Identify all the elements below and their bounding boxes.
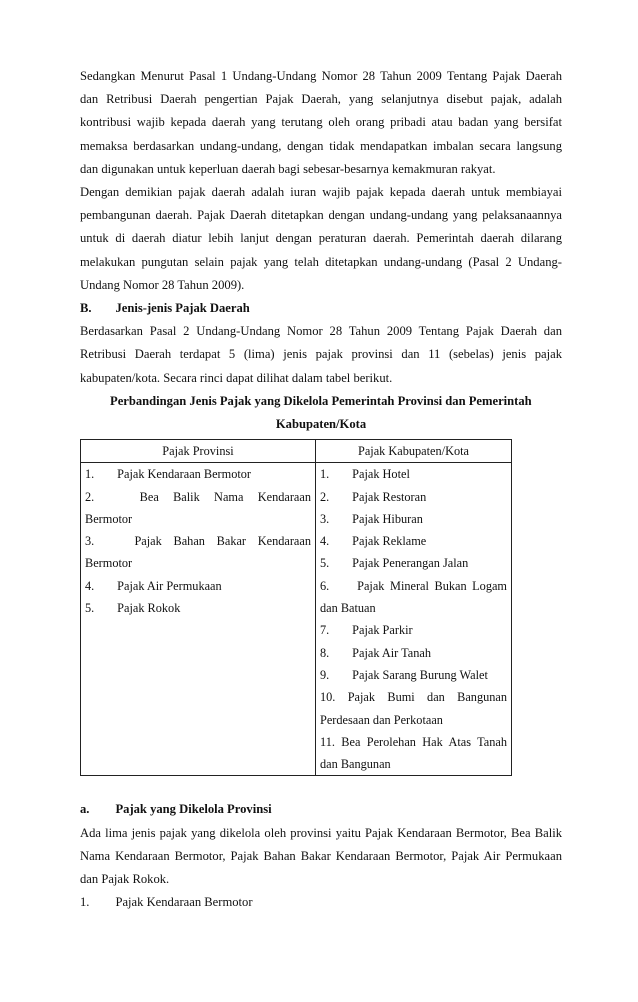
- list-item: [320, 731, 507, 753]
- list-text: Pajak Sarang Burung Walet: [352, 667, 488, 682]
- list-text: Bea Balik Nama Kendaraan: [139, 489, 311, 504]
- list-text: Pajak Rokok: [117, 601, 181, 616]
- list-item-continuation: Bermotor: [85, 556, 133, 571]
- text-line: untuk di daerah diatur lebih lanjut dengan peraturan daerah. Pemerintah daerah dilarang: [80, 231, 562, 246]
- list-item: [85, 575, 311, 597]
- text-line: melakukan pungutan selain pajak yang telah ditetapkan undang-undang (Pasal 2 Undang-: [80, 254, 562, 269]
- paragraph-prohibition: [80, 181, 562, 297]
- section-title: Pajak yang Dikelola Provinsi: [115, 802, 272, 817]
- list-text: Pajak Mineral Bukan Logam: [357, 578, 507, 593]
- list-text: Pajak Air Permukaan: [117, 578, 222, 593]
- numbered-item: [80, 891, 562, 914]
- list-number: 3.: [320, 511, 330, 526]
- section-heading-a: [80, 798, 562, 821]
- list-item: [320, 463, 507, 485]
- provinsi-tax-list: [81, 463, 316, 776]
- section-title: Jenis-jenis Pajak Daerah: [115, 301, 250, 316]
- text-line: Retribusi Daerah terdapat 5 (lima) jenis pajak provinsi dan 11 (sebelas) jenis pajak: [80, 347, 562, 362]
- spacer: [80, 776, 562, 798]
- list-text: Pajak Parkir: [352, 623, 413, 638]
- list-item-continuation: Perdesaan dan Perkotaan: [320, 712, 443, 727]
- list-item: [320, 508, 507, 530]
- list-text: Pajak Hotel: [352, 467, 410, 482]
- list-item: [85, 597, 311, 619]
- list-item: [85, 463, 311, 485]
- text-line: Berdasarkan Pasal 2 Undang-Undang Nomor 28 Tahun 2009 Tentang Pajak Daerah dan: [80, 324, 562, 339]
- text-line: Sedangkan Menurut Pasal 1 Undang-Undang Nomor 28 Tahun 2009 Tentang Pajak Daerah: [80, 69, 562, 83]
- list-text: Pajak Hiburan: [352, 511, 423, 526]
- document-content: [80, 65, 562, 914]
- list-number: 1.: [85, 467, 95, 482]
- list-item-continuation: dan Bangunan: [320, 757, 391, 772]
- list-number: 5.: [320, 556, 330, 571]
- list-item: [320, 530, 507, 552]
- text-line: dan Pajak Rokok.: [80, 872, 170, 887]
- list-item: [320, 619, 507, 641]
- list-number: 7.: [320, 623, 330, 638]
- list-text: Pajak Kendaraan Bermotor: [117, 467, 252, 482]
- list-text: Pajak Air Tanah: [352, 645, 431, 660]
- section-number: B.: [80, 301, 92, 316]
- table-caption-line: Perbandingan Jenis Pajak yang Dikelola Pemerintah Provinsi dan Pemerintah: [110, 393, 532, 408]
- list-number: 1.: [320, 467, 330, 482]
- paragraph-definition: [80, 65, 562, 181]
- list-item: [85, 530, 311, 552]
- text-line: pembangunan daerah. Pajak Daerah ditetapkan dengan undang-undang yang pelaksanaannya: [80, 208, 562, 223]
- list-number: 6.: [320, 578, 330, 593]
- kabupaten-tax-list: [316, 463, 512, 776]
- text-line: kontribusi wajib kepada daerah yang terutang oleh orang pribadi atau badan yang bersifat: [80, 115, 562, 130]
- section-heading-b: [80, 297, 562, 320]
- list-number: 2.: [85, 489, 95, 504]
- text-line: Nama Kendaraan Bermotor, Pajak Bahan Bakar Kendaraan Bermotor, Pajak Air Permukaan: [80, 848, 562, 863]
- text-line: memaksa berdasarkan undang-undang, dengan tidak mendapatkan imbalan secara langsung: [80, 138, 562, 153]
- list-item: [85, 486, 311, 508]
- item-number: 1.: [80, 895, 90, 910]
- text-line: dan Retribusi Daerah pengertian Pajak Daerah, yang selanjutnya disebut pajak, adalah: [80, 92, 562, 107]
- list-item: [320, 686, 507, 708]
- list-number: 5.: [85, 601, 95, 616]
- paragraph-basis: [80, 320, 562, 390]
- list-number: 9.: [320, 667, 330, 682]
- text-line: kabupaten/kota. Secara rinci dapat dilihat dalam tabel berikut.: [80, 370, 393, 385]
- list-item: [320, 552, 507, 574]
- text-line: Ada lima jenis pajak yang dikelola oleh provinsi yaitu Pajak Kendaraan Bermotor, Bea Balik: [80, 825, 562, 840]
- list-number: 2.: [320, 489, 330, 504]
- list-item: [320, 486, 507, 508]
- text-line: Undang Nomor 28 Tahun 2009).: [80, 277, 245, 292]
- tax-comparison-table: [80, 439, 512, 776]
- list-text: Pajak Bumi dan Bangunan: [347, 690, 507, 705]
- list-item: [320, 642, 507, 664]
- list-number: 3.: [85, 534, 95, 549]
- column-header-provinsi: Pajak Provinsi: [81, 440, 316, 463]
- list-number: 8.: [320, 645, 330, 660]
- list-item: [320, 664, 507, 686]
- list-item: [320, 575, 507, 597]
- list-number: 4.: [85, 578, 95, 593]
- list-text: Pajak Penerangan Jalan: [352, 556, 469, 571]
- paragraph-provinsi: [80, 822, 562, 892]
- text-line: Dengan demikian pajak daerah adalah iuran wajib pajak kepada daerah untuk membiayai: [80, 185, 562, 200]
- text-line: dan digunakan untuk keperluan daerah bagi sebesar-besarnya kemakmuran rakyat.: [80, 161, 496, 176]
- table-caption-line: Kabupaten/Kota: [275, 417, 367, 432]
- list-item-continuation: Bermotor: [85, 511, 133, 526]
- section-number: a.: [80, 802, 90, 817]
- list-number: 10.: [320, 690, 336, 705]
- list-text: Pajak Restoran: [352, 489, 427, 504]
- list-number: 4.: [320, 534, 330, 549]
- list-text: Bea Perolehan Hak Atas Tanah: [341, 734, 507, 749]
- list-number: 11.: [320, 734, 335, 749]
- list-text: Pajak Bahan Bakar Kendaraan: [134, 534, 311, 549]
- list-item-continuation: dan Batuan: [320, 601, 376, 616]
- column-header-kabupaten: Pajak Kabupaten/Kota: [316, 440, 512, 463]
- list-text: Pajak Reklame: [352, 534, 427, 549]
- item-text: Pajak Kendaraan Bermotor: [115, 895, 253, 910]
